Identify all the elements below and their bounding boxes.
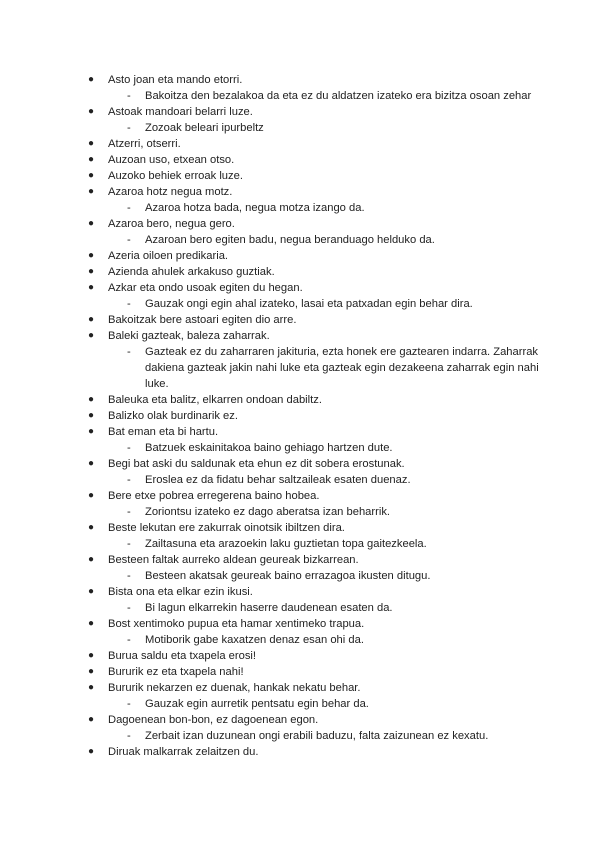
proverb-explanation: Gazteak ez du zaharraren jakituria, ezta honek ere gaztearen indarra. Zaharrak dakiena gazteak jakin nahi luke eta gazteak egin dezakeena zaharrak egin nahi luke. [145, 346, 539, 390]
bullet-icon: ● [88, 74, 95, 85]
proverb-row [0, 712, 600, 728]
bullet-icon: ● [88, 138, 95, 149]
proverb-explanation-row [0, 120, 600, 136]
bullet-icon: ● [88, 490, 95, 501]
proverb-item [0, 744, 600, 760]
bullet-icon: ● [88, 666, 95, 677]
proverb-row [0, 664, 600, 680]
dash-marker: - [127, 298, 131, 310]
proverb-item [0, 680, 600, 712]
dash-marker: - [127, 90, 131, 102]
dash-marker: - [127, 202, 131, 214]
proverb-text: Baleuka eta balitz, elkarren ondoan dabiltz. [108, 394, 322, 406]
bullet-icon: ● [88, 218, 95, 229]
bullet-icon: ● [88, 426, 95, 437]
proverb-explanation-row [0, 600, 600, 616]
proverb-text: Bakoitzak bere astoari egiten dio arre. [108, 314, 297, 326]
proverb-item [0, 552, 600, 584]
bullet-icon: ● [88, 170, 95, 181]
proverb-row [0, 184, 600, 200]
proverb-item [0, 312, 600, 328]
proverb-text: Azaroa hotz negua motz. [108, 186, 233, 198]
proverb-item [0, 280, 600, 312]
proverb-item [0, 456, 600, 488]
proverb-row [0, 552, 600, 568]
proverb-explanation-row [0, 296, 600, 312]
proverb-explanation-row [0, 232, 600, 248]
bullet-icon: ● [88, 554, 95, 565]
proverb-item [0, 392, 600, 408]
proverb-row [0, 280, 600, 296]
proverb-explanation-row [0, 696, 600, 712]
proverb-text: Beste lekutan ere zakurrak oinotsik ibiltzen dira. [108, 522, 345, 534]
proverb-explanation-row [0, 344, 600, 392]
proverb-item [0, 648, 600, 664]
proverb-text: Auzoan uso, etxean otso. [108, 154, 235, 166]
proverb-explanation: Azaroan bero egiten badu, negua beranduago helduko da. [145, 234, 435, 246]
bullet-icon: ● [88, 586, 95, 597]
proverb-text: Besteen faltak aurreko aldean geureak bizkarrean. [108, 554, 359, 566]
proverb-item [0, 584, 600, 616]
proverb-item [0, 712, 600, 744]
bullet-icon: ● [88, 186, 95, 197]
proverb-explanation: Eroslea ez da fidatu behar saltzaileak esaten duenaz. [145, 474, 411, 486]
bullet-icon: ● [88, 682, 95, 693]
bullet-icon: ● [88, 106, 95, 117]
proverb-text: Bost xentimoko pupua eta hamar xentimeko trapua. [108, 618, 365, 630]
proverb-explanation: Zailtasuna eta arazoekin laku guztietan topa gaitezkeela. [145, 538, 427, 550]
document-page [0, 72, 600, 760]
proverb-row [0, 312, 600, 328]
bullet-icon: ● [88, 266, 95, 277]
proverb-row [0, 328, 600, 344]
proverb-explanation: Zozoak beleari ipurbeltz [145, 122, 264, 134]
proverb-text: Bururik nekarzen ez duenak, hankak nekatu behar. [108, 682, 361, 694]
proverb-explanation: Gauzak ongi egin ahal izateko, lasai eta patxadan egin behar dira. [145, 298, 473, 310]
proverb-explanation: Batzuek eskainitakoa baino gehiago hartzen dute. [145, 442, 393, 454]
proverb-explanation: Azaroa hotza bada, negua motza izango da. [145, 202, 365, 214]
proverb-text: Azkar eta ondo usoak egiten du hegan. [108, 282, 303, 294]
proverb-explanation-row [0, 88, 600, 104]
proverb-text: Burua saldu eta txapela erosi! [108, 650, 257, 662]
bullet-icon: ● [88, 410, 95, 421]
dash-marker: - [127, 538, 131, 550]
proverb-item [0, 248, 600, 264]
proverb-row [0, 72, 600, 88]
bullet-icon: ● [88, 314, 95, 325]
proverb-explanation-row [0, 568, 600, 584]
proverb-row [0, 216, 600, 232]
proverb-text: Bere etxe pobrea erregerena baino hobea. [108, 490, 320, 502]
proverb-item [0, 216, 600, 248]
bullet-icon: ● [88, 458, 95, 469]
proverb-item [0, 664, 600, 680]
proverb-item [0, 136, 600, 152]
dash-marker: - [127, 634, 131, 646]
proverb-row [0, 152, 600, 168]
proverb-text: Asto joan eta mando etorri. [108, 74, 243, 86]
proverb-explanation: Besteen akatsak geureak baino errazagoa ikusten ditugu. [145, 570, 431, 582]
proverb-text: Bista ona eta elkar ezin ikusi. [108, 586, 253, 598]
proverb-explanation-row [0, 472, 600, 488]
dash-marker: - [127, 730, 131, 742]
proverb-text: Baleki gazteak, baleza zaharrak. [108, 330, 270, 342]
proverb-item [0, 184, 600, 216]
proverb-list [0, 72, 600, 760]
proverb-explanation-row [0, 728, 600, 744]
proverb-item [0, 424, 600, 456]
bullet-icon: ● [88, 250, 95, 261]
proverb-row [0, 488, 600, 504]
proverb-text: Astoak mandoari belarri luze. [108, 106, 253, 118]
proverb-text: Balizko olak burdinarik ez. [108, 410, 238, 422]
proverb-item [0, 168, 600, 184]
proverb-row [0, 584, 600, 600]
proverb-explanation-row [0, 632, 600, 648]
bullet-icon: ● [88, 282, 95, 293]
dash-marker: - [127, 474, 131, 486]
proverb-text: Azienda ahulek arkakuso guztiak. [108, 266, 275, 278]
proverb-explanation-row [0, 536, 600, 552]
bullet-icon: ● [88, 714, 95, 725]
proverb-item [0, 72, 600, 104]
proverb-text: Begi bat aski du saldunak eta ehun ez dit sobera erostunak. [108, 458, 405, 470]
proverb-text: Azeria oiloen predikaria. [108, 250, 229, 262]
proverb-row [0, 136, 600, 152]
proverb-item [0, 328, 600, 392]
proverb-row [0, 648, 600, 664]
dash-marker: - [127, 698, 131, 710]
bullet-icon: ● [88, 618, 95, 629]
proverb-explanation-row [0, 200, 600, 216]
proverb-row [0, 424, 600, 440]
proverb-explanation-row [0, 440, 600, 456]
bullet-icon: ● [88, 394, 95, 405]
proverb-row [0, 168, 600, 184]
bullet-icon: ● [88, 154, 95, 165]
dash-marker: - [127, 602, 131, 614]
proverb-explanation: Motiborik gabe kaxatzen denaz esan ohi da. [145, 634, 364, 646]
proverb-text: Bat eman eta bi hartu. [108, 426, 219, 438]
proverb-row [0, 264, 600, 280]
proverb-text: Atzerri, otserri. [108, 138, 181, 150]
proverb-item [0, 520, 600, 552]
proverb-row [0, 392, 600, 408]
proverb-row [0, 408, 600, 424]
proverb-item [0, 104, 600, 136]
dash-marker: - [127, 506, 131, 518]
proverb-item [0, 408, 600, 424]
proverb-text: Bururik ez eta txapela nahi! [108, 666, 244, 678]
proverb-row [0, 104, 600, 120]
proverb-explanation: Zerbait izan duzunean ongi erabili baduzu, falta zaizunean ez kexatu. [145, 730, 489, 742]
proverb-text: Auzoko behiek erroak luze. [108, 170, 243, 182]
dash-marker: - [127, 346, 131, 358]
bullet-icon: ● [88, 650, 95, 661]
proverb-row [0, 248, 600, 264]
proverb-item [0, 488, 600, 520]
proverb-text: Dagoenean bon-bon, ez dagoenean egon. [108, 714, 319, 726]
proverb-text: Diruak malkarrak zelaitzen du. [108, 746, 259, 758]
proverb-item [0, 152, 600, 168]
dash-marker: - [127, 442, 131, 454]
proverb-row [0, 616, 600, 632]
proverb-row [0, 680, 600, 696]
proverb-row [0, 456, 600, 472]
dash-marker: - [127, 570, 131, 582]
proverb-text: Azaroa bero, negua gero. [108, 218, 235, 230]
dash-marker: - [127, 234, 131, 246]
bullet-icon: ● [88, 746, 95, 757]
proverb-explanation: Bi lagun elkarrekin haserre daudenean esaten da. [145, 602, 393, 614]
proverb-explanation: Bakoitza den bezalakoa da eta ez du aldatzen izateko era bizitza osoan zehar [145, 90, 532, 102]
bullet-icon: ● [88, 522, 95, 533]
proverb-item [0, 264, 600, 280]
proverb-row [0, 520, 600, 536]
dash-marker: - [127, 122, 131, 134]
proverb-explanation-row [0, 504, 600, 520]
proverb-explanation: Gauzak egin aurretik pentsatu egin behar da. [145, 698, 369, 710]
bullet-icon: ● [88, 330, 95, 341]
proverb-item [0, 616, 600, 648]
proverb-explanation: Zoriontsu izateko ez dago aberatsa izan beharrik. [145, 506, 391, 518]
proverb-row [0, 744, 600, 760]
